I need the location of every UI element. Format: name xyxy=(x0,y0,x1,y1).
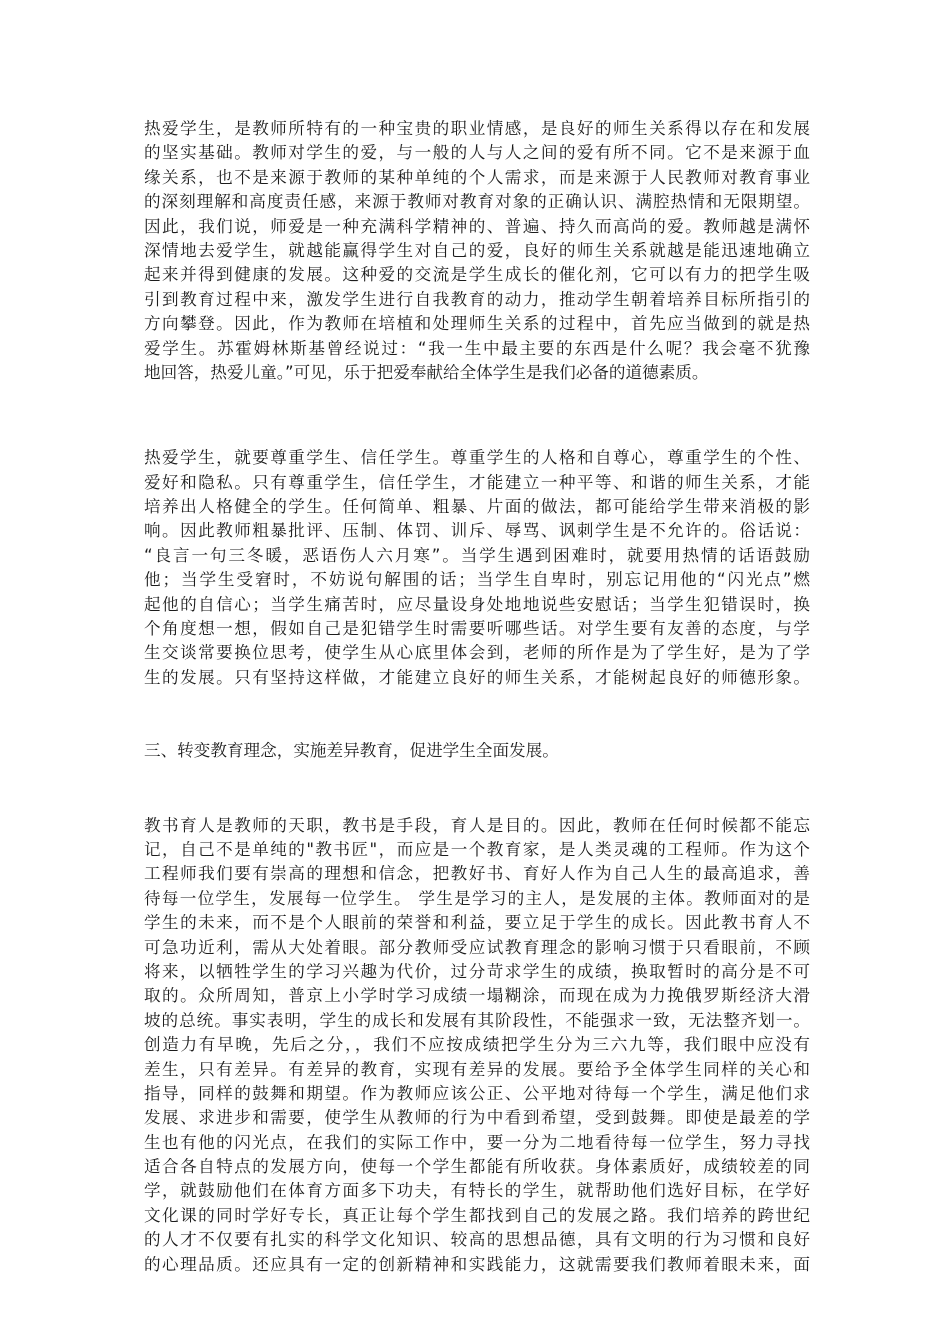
text-line: 深情地去爱学生，就越能赢得学生对自己的爱，良好的师生关系就越是能迅速地确立 xyxy=(144,240,810,260)
text-line: 爱学生。苏霍姆林斯基曾经说过：“我一生中最主要的东西是什么呢？我会毫不犹豫 xyxy=(144,338,810,358)
text-line: 爱好和隐私。只有尊重学生，信任学生，才能建立一种平等、和谐的师生关系，才能 xyxy=(144,472,810,492)
text-line: 因此，我们说，师爱是一种充满科学精神的、普遍、持久而高尚的爱。教师越是满怀 xyxy=(144,216,810,236)
text-line: 的深刻理解和高度责任感，来源于教师对教育对象的正确认识、满腔热情和无限期望。 xyxy=(144,192,810,212)
text-line: 个角度想一想，假如自己是犯错学生时需要听哪些话。对学生要有友善的态度，与学 xyxy=(144,619,810,639)
text-line: 他；当学生受窘时，不妨说句解围的话；当学生自卑时，别忘记用他的“闪光点”燃 xyxy=(144,570,810,590)
text-line: 教书育人是教师的天职，教书是手段，育人是目的。因此，教师在任何时候都不能忘 xyxy=(144,815,810,835)
text-line: 工程师我们要有崇高的理想和信念，把教好书、育好人作为自己人生的最高追求，善 xyxy=(144,864,810,884)
document-page xyxy=(144,117,810,1277)
heading-text: 三、转变教育理念，实施差异教育，促进学生全面发展。 xyxy=(144,741,559,761)
text-line: 记，自己不是单纯的"教书匠"，而应是一个教育家，是人类灵魂的工程师。作为这个 xyxy=(144,839,810,859)
text-line: 将来，以牺牲学生的学习兴趣为代价，过分苛求学生的成绩，换取暂时的高分是不可 xyxy=(144,961,810,981)
text-line: 学，就鼓励他们在体育方面多下功夫，有特长的学生，就帮助他们选好目标，在学好 xyxy=(144,1181,810,1201)
text-line: 学生的未来，而不是个人眼前的荣誉和利益，要立足于学生的成长。因此教书育人不 xyxy=(144,913,810,933)
section-heading xyxy=(144,739,810,763)
text-line: 的坚实基础。教师对学生的爱，与一般的人与人之间的爱有所不同。它不是来源于血 xyxy=(144,143,810,163)
text-line: 可急功近利，需从大处着眼。部分教师受应试教育理念的影响习惯于只看眼前，不顾 xyxy=(144,937,810,957)
text-line: “良言一句三冬暖，恶语伤人六月寒”。当学生遇到困难时，就要用热情的话语鼓励 xyxy=(144,545,810,565)
paragraph-love-students xyxy=(144,117,810,385)
text-line: 生的发展。只有坚持这样做，才能建立良好的师生关系，才能树起良好的师德形象。 xyxy=(144,667,810,687)
text-line: 引到教育过程中来，激发学生进行自我教育的动力，推动学生朝着培养目标所指引的 xyxy=(144,289,810,309)
text-line: 发展、求进步和需要，使学生从教师的行为中看到希望，受到鼓舞。即使是最差的学 xyxy=(144,1108,810,1128)
text-line: 生也有他的闪光点，在我们的实际工作中，要一分为二地看待每一位学生，努力寻找 xyxy=(144,1132,810,1152)
text-line: 地回答，热爱儿童。”可见，乐于把爱奉献给全体学生是我们必备的道德素质。 xyxy=(144,362,709,382)
text-line: 响。因此教师粗暴批评、压制、体罚、训斥、辱骂、讽刺学生是不允许的。俗话说： xyxy=(144,521,810,541)
text-line: 取的。众所周知，普京上小学时学习成绩一塌糊涂，而现在成为力挽俄罗斯经济大滑 xyxy=(144,986,810,1006)
text-line: 生交谈常要换位思考，使学生从心底里体会到，老师的所作是为了学生好，是为了学 xyxy=(144,643,810,663)
text-line: 创造力有早晚，先后之分，，我们不应按成绩把学生分为三六九等，我们眼中应没有 xyxy=(144,1035,810,1055)
text-line: 的心理品质。还应具有一定的创新精神和实践能力，这就需要我们教师着眼未来，面 xyxy=(144,1254,810,1274)
paragraph-differentiated-education xyxy=(144,814,810,1277)
text-line: 指导，同样的鼓舞和期望。作为教师应该公正、公平地对待每一个学生，满足他们求 xyxy=(144,1083,810,1103)
text-line: 缘关系，也不是来源于教师的某种单纯的个人需求，而是来源于人民教师对教育事业 xyxy=(144,167,810,187)
text-line: 热爱学生，就要尊重学生、信任学生。尊重学生的人格和自尊心，尊重学生的个性、 xyxy=(144,448,810,468)
text-line: 方向攀登。因此，作为教师在培植和处理师生关系的过程中，首先应当做到的就是热 xyxy=(144,314,810,334)
text-line: 起他的自信心；当学生痛苦时，应尽量设身处地地说些安慰话；当学生犯错误时，换 xyxy=(144,594,810,614)
text-line: 待每一位学生，发展每一位学生。 学生是学习的主人，是发展的主体。教师面对的是 xyxy=(144,888,810,908)
text-line: 热爱学生，是教师所特有的一种宝贵的职业情感，是良好的师生关系得以存在和发展 xyxy=(144,119,810,138)
text-line: 坡的总统。事实表明，学生的成长和发展有其阶段性，不能强求一致，无法整齐划一。 xyxy=(144,1010,810,1030)
text-line: 的人才不仅要有扎实的科学文化知识、较高的思想品德，具有文明的行为习惯和良好 xyxy=(144,1230,810,1250)
paragraph-respect-students xyxy=(144,446,810,690)
text-line: 适合各自特点的发展方向，使每一个学生都能有所收获。身体素质好，成绩较差的同 xyxy=(144,1157,810,1177)
text-line: 差生，只有差异。有差异的教育，实现有差异的发展。要给予全体学生同样的关心和 xyxy=(144,1059,810,1079)
text-line: 培养出人格健全的学生。任何简单、粗暴、片面的做法，都可能给学生带来消极的影 xyxy=(144,497,810,517)
text-line: 文化课的同时学好专长，真正让每个学生都找到自己的发展之路。我们培养的跨世纪 xyxy=(144,1205,810,1225)
text-line: 起来并得到健康的发展。这种爱的交流是学生成长的催化剂，它可以有力的把学生吸 xyxy=(144,265,810,285)
